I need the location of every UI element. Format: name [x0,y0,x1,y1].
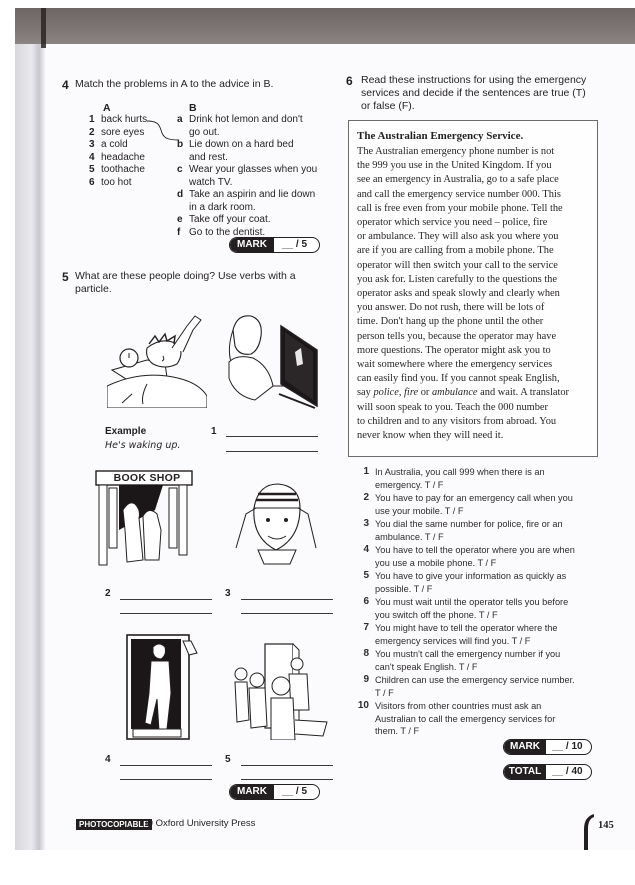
column-a-heading: A [103,102,111,114]
page-tab-marker [580,813,596,850]
exercise-6-instruction-1: Read these instructions for using the emergency [361,74,587,86]
exercise-6-instruction-2: services and decide if the sentences are true (T) [361,87,586,99]
exercise-6-number: 6 [346,74,353,88]
copyright-notice: © Oxford University Press [146,818,256,829]
workbook-page [15,8,635,850]
mark-score[interactable]: __ / 10 [552,741,583,752]
exercise-5-number: 5 [62,270,69,284]
illustration-man-waking-up [107,308,207,408]
photocopiable-badge: PHOTOCOPIABLE [76,819,152,830]
illustration-book-shop [95,470,195,570]
advice-item: b Lie down on a hard bed [177,139,294,150]
illustration-people-at-door [231,640,331,740]
example-answer: He's waking up. [105,440,181,451]
problem-item: 3 a cold [89,139,128,150]
advice-item-continuation: and rest. [189,151,228,163]
problem-item: 6 too hot [89,176,132,188]
answer-4-number: 4 [105,754,111,765]
answer-1-number: 1 [211,426,217,437]
answer-5-line-2[interactable] [241,779,333,780]
answer-2-line-2[interactable] [120,613,212,614]
total-score-box: TOTAL __ / 40 [503,764,592,780]
advice-item: f Go to the dentist. [177,226,266,238]
answer-3-number: 3 [225,588,231,599]
illustration-woman-getting-off-bus [125,633,205,743]
advice-list [177,114,342,239]
exercise-5-mark-box: MARK __ / 5 [229,784,320,800]
illustration-man-putting-on-hat [228,478,324,568]
answer-5-line-1[interactable] [241,765,333,766]
problem-item: 4 headache [89,151,145,163]
answer-1-line-1[interactable] [226,436,318,437]
reading-text-box [348,120,598,457]
exercise-6-instruction-3: or false (F). [361,100,415,112]
problem-item: 5 toothache [89,164,145,175]
mark-score[interactable]: __ / 5 [282,786,308,797]
reading-title: The Australian Emergency Service. [357,130,524,142]
column-b-heading: B [189,102,197,114]
page-gutter [15,44,45,850]
advice-item-continuation: go out. [189,126,220,138]
answer-3-line-2[interactable] [241,613,333,614]
page-number: 145 [598,820,614,831]
illustration-woman-turning-off-tv [215,308,320,413]
advice-item: a Drink hot lemon and don't [177,114,303,125]
answer-2-line-1[interactable] [120,599,212,600]
exercise-6-mark-box: MARK __ / 10 [503,739,592,755]
true-false-statements: 1 In Australia, you call 999 when there is an emergency. T / F 2 You have to pay for an emergency call when you use your mobile. T / F 3 You dial the same number for police, fire or an ambulance. T / F 4 You have to tell the operator where you are when you use a mobile phone. T / F 5 You have to give your information as quickly as possible. T / F 6 You must wait until the operator tells you before you switch off the phone. T / F 7 You might have to tell the operator where the emergency services will find you. T / F 8 You mustn't call the emergency number if you can't speak English. T / F 9 Children can use the emergency service number. T / F 10 Visitors from other countries must ask an Australian to call the emergency services for them. T / F [357,466,575,737]
exercise-5-instruction-1: What are these people doing? Use verbs with a [75,270,296,282]
advice-item-continuation: watch TV. [189,176,233,188]
total-score[interactable]: __ / 40 [552,766,583,777]
book-shop-sign: BOOK SHOP [113,472,181,484]
advice-item: d Take an aspirin and lie down [177,189,316,200]
exercise-5-instruction-2: particle. [75,283,112,295]
exercise-4-number: 4 [62,78,69,92]
answer-4-line-1[interactable] [120,765,212,766]
problem-item: 1 back hurts [89,114,148,125]
top-shadow-band [15,8,635,44]
example-label: Example [105,426,147,437]
mark-score[interactable]: __ / 5 [282,239,308,250]
answer-3-line-1[interactable] [241,599,333,600]
advice-item: e Take off your coat. [177,214,271,225]
exercise-4-mark-box: MARK __ / 5 [229,237,320,253]
reading-body: The Australian emergency phone number is not the 999 you use in the United Kingdom. If you see an emergency in Australia, go to a safe place and call the emergency service number 000. This call is free even from your mobile phone. Tell the operator which service you need – police, fire or ambulance. They will also ask you where you are if you are calling from a mobile phone. The operator will then switch your call to the service you ask for. Listen carefully to the questions the operator asks and speak slowly and clearly when you answer. Do not rush, there will be lots of time. Don't hang up the phone until the other person tells you, because the operator may have more questions. The operator might ask you to wait somewhere where the emergency services can easily find you. If you cannot speak English, say police, fire or ambulance and wait. A translator will soon speak to you. Teach the 000 number to children and to any visitors from abroad. You never know when they will need it. [357,146,570,442]
problem-item: 2 sore eyes [89,126,145,138]
exercise-4-instruction: Match the problems in A to the advice in B. [75,78,274,90]
answer-2-number: 2 [105,588,111,599]
answer-4-line-2[interactable] [120,779,212,780]
answer-1-line-2[interactable] [226,451,318,452]
binding-shadow [41,8,46,48]
advice-item-continuation: in a dark room. [189,201,256,213]
answer-5-number: 5 [225,754,231,765]
advice-item: c Wear your glasses when you [177,164,318,175]
